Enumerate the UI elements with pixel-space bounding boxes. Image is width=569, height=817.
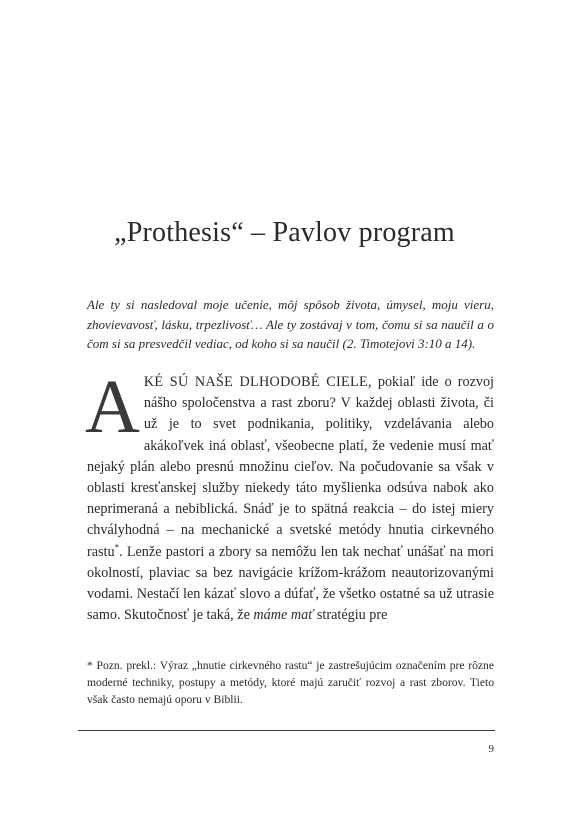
footer-rule [78, 730, 495, 731]
body-text-1: pokiaľ ide o rozvoj nášho spoločenstva a rast zboru? V každej oblasti života, či už je to svet podnikania, politiky, vzdelávania alebo akákoľvek iná oblasť, všeobecne platí, že vedenie musí mať nejaký plán alebo presnú množinu cieľov. Na počudovanie sa však v oblasti kresťanskej služby niekedy táto myšlienka odsúva nabok ako neprimeraná a nebiblická. Snáď je to spätná reakcia – do istej miery chvályhodná – na mechanické a svetské metódy hnutia cirkevného rastu [87, 374, 494, 560]
opening-caps: KÉ SÚ NAŠE DLHODOBÉ CIELE, [143, 374, 372, 390]
body-emphasis: máme mať [253, 607, 314, 624]
epigraph [87, 295, 494, 354]
drop-cap: A [85, 365, 140, 449]
body-text-2: . Lenže pastori a zbory sa nemôžu len tak nechať unášať na mori okolností, plaviac sa bez navigácie krížom-krážom neautorizovanými vodami. Nestačí len kázať slovo a dúfať, že všetko ostatné sa už utrasie samo. Skutočnosť je taká, že [87, 543, 494, 624]
epigraph-reference: (2. Timotejovi 3:10 a 14). [339, 336, 476, 351]
body-text-3: stratégiu pre [313, 607, 388, 624]
page-number: 9 [488, 743, 494, 755]
body-paragraph [85, 365, 494, 626]
footnote-marker: * [114, 541, 120, 552]
epigraph-quote: Ale ty si nasledoval moje učenie, môj spôsob života, úmysel, moju vieru, zhovievavosť, lásku, trpezlivosť… Ale ty zostávaj v tom, čomu si sa naučil a o čom si sa presvedčil vediac, od koho si sa naučil [87, 297, 494, 351]
footnote: * Pozn. prekl.: Výraz „hnutie cirkevného rastu“ je zastrešujúcim označením pre rôzne moderné techniky, postupy a metódy, ktoré majú zaručiť rozvoj a rast zborov. Tieto však často nemajú oporu v Biblii. [87, 659, 494, 706]
chapter-title: „Prothesis“ – Pavlov program [114, 216, 455, 248]
